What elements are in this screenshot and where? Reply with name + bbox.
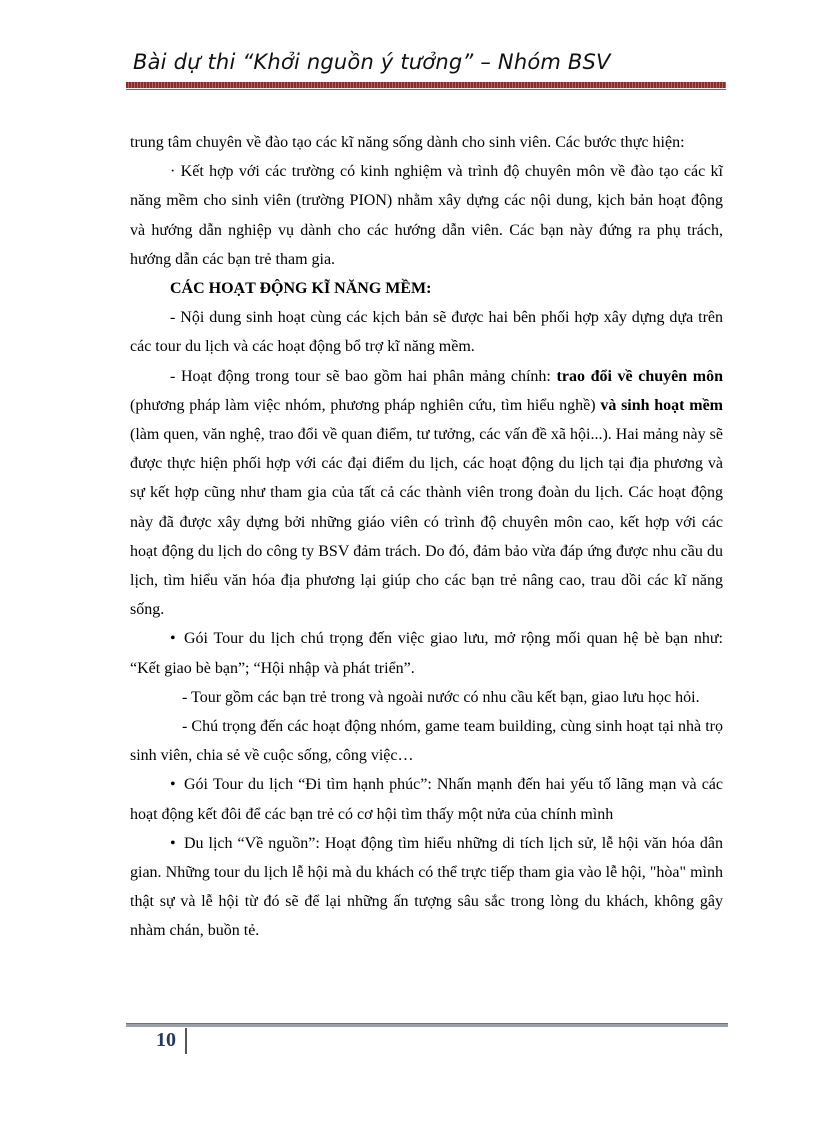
page-header-title: Bài dự thi “Khởi nguồn ý tưởng” – Nhóm BSV [133,50,611,74]
sub-item-tour-members: - Tour gồm các bạn trẻ trong và ngoài nước có nhu cầu kết bạn, giao lưu học hỏi. [182,688,700,706]
header-rule-thin [126,89,726,90]
paragraph-content: - Nội dung sinh hoạt cùng các kịch bản sẽ được hai bên phối hợp xây dựng dựa trên các tour du lịch và các hoạt động bổ trợ kĩ năng mềm. [130,309,723,356]
bullet-text: Du lịch “Về nguồn”: Hoạt động tìm hiểu những di tích lịch sử, lễ hội văn hóa dân gian. Những tour du lịch lễ hội mà du khách có thể trực tiếp tham gia vào lễ hội, "hòa" mình thật sự và lễ hội từ đó sẽ để lại những ấn tượng sâu sắc trong lòng du khách, không gây nhàm chán, buồn tẻ. [130,834,723,940]
bullet-item-roots-tour [130,829,723,946]
activities-bold-expertise: trao đổi về chuyên môn [556,367,724,385]
page-body [130,128,723,946]
bullet-item-friendship-tour [130,624,723,682]
bullet-icon: • [170,834,176,852]
paragraph-school-cooperation: · Kết hợp với các trường có kinh nghiệm và trình độ chuyên môn về đào tạo các kĩ năng mềm cho sinh viên (trường PION) nhằm xây dựng các nội dung, kịch bản hoạt động và hướng dẫn nghiệp vụ dành cho các hướng dẫn viên. Các bạn này đứng ra phụ trách, hướng dẫn các bạn trẻ tham gia. [130,163,723,268]
bullet-icon: • [170,776,176,794]
sub-item-group-activities: - Chú trọng đến các hoạt động nhóm, game team building, cùng sinh hoạt tại nhà trọ sinh viên, chia sẻ về cuộc sống, công việc… [130,718,723,765]
paragraph-activities [130,362,723,625]
activities-bold-soft: và sinh hoạt mềm [600,396,724,414]
bullet-text: Gói Tour du lịch “Đi tìm hạnh phúc”: Nhấn mạnh đến hai yếu tố lãng mạn và các hoạt động kết đôi để các bạn trẻ có cơ hội tìm thấy một nửa của chính mình [130,776,723,823]
header-rule [126,82,726,88]
activities-text-a: - Hoạt động trong tour sẽ bao gồm hai phân mảng chính: [170,367,557,385]
activities-text-c: (phương pháp làm việc nhóm, phương pháp nghiên cứu, tìm hiểu nghề) [130,396,601,414]
activities-text-e: (làm quen, văn nghệ, trao đổi về quan điểm, tư tưởng, các vấn đề xã hội...). Hai mảng này sẽ được thực hiện phối hợp với các đại điểm du lịch, các hoạt động du lịch tại địa phương và sự kết hợp cũng như tham gia của tất cả các thành viên trong đoàn du lịch. Các hoạt động này đã được xây dựng bởi những giáo viên có trình độ chuyên môn cao, kết hợp với các hoạt động du lịch do công ty BSV đảm trách. Do đó, đảm bảo vừa đáp ứng được nhu cầu du lịch, tìm hiểu văn hóa địa phương lại giúp cho các bạn trẻ nâng cao, trau dồi các kĩ năng sống. [130,426,723,619]
bullet-item-happiness-tour [130,770,723,828]
footer-rule [126,1023,728,1027]
bullet-text: Gói Tour du lịch chú trọng đến việc giao lưu, mở rộng mối quan hệ bè bạn như: “Kết giao bè bạn”; “Hội nhập và phát triển”. [130,630,723,677]
page-number-divider [185,1028,187,1054]
page-number: 10 [156,1029,176,1051]
section-heading: CÁC HOẠT ĐỘNG KĨ NĂNG MỀM: [170,280,432,298]
paragraph-intro: trung tâm chuyên về đào tạo các kĩ năng sống dành cho sinh viên. Các bước thực hiện: [130,134,685,151]
bullet-icon: • [170,630,176,648]
